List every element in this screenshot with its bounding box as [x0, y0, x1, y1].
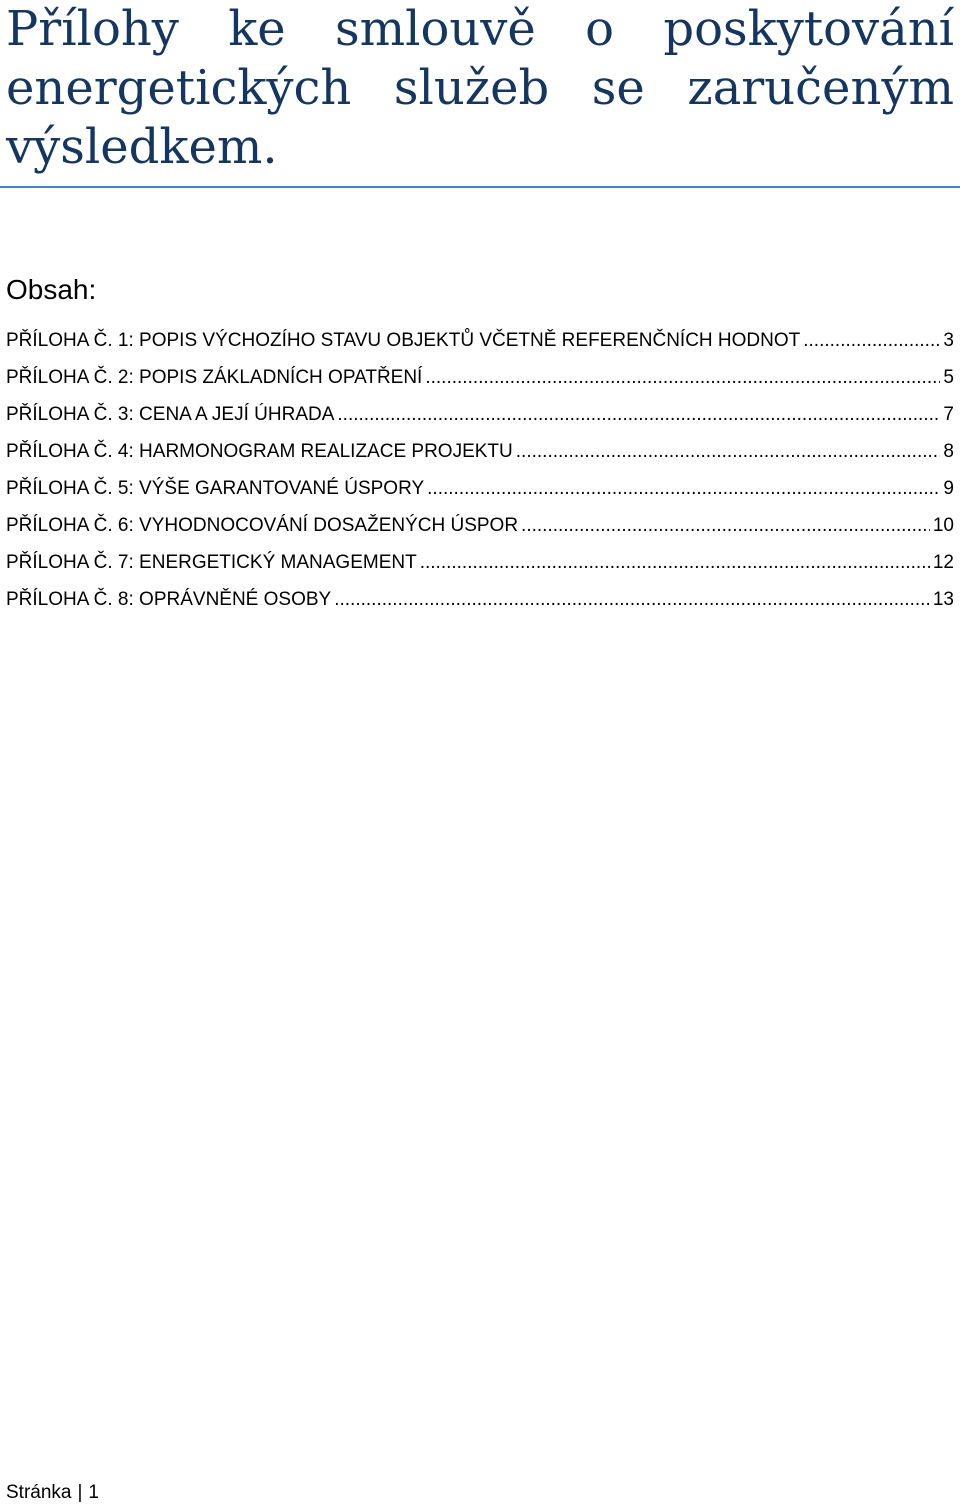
toc-entry-5[interactable] [6, 470, 954, 507]
table-of-contents [6, 322, 954, 618]
toc-dot-leader [427, 470, 940, 507]
toc-heading: Obsah: [6, 274, 97, 305]
footer-label: Stránka [6, 1482, 72, 1503]
toc-entry-label: PŘÍLOHA Č. 2: POPIS ZÁKLADNÍCH OPATŘENÍ [6, 367, 423, 388]
toc-entry-8[interactable] [6, 581, 954, 618]
toc-entry-3[interactable] [6, 396, 954, 433]
toc-entry-label: PŘÍLOHA Č. 1: POPIS VÝCHOZÍHO STAVU OBJEKTŮ VČETNĚ REFERENČNÍCH HODNOT [6, 330, 801, 351]
toc-entry-label: PŘÍLOHA Č. 6: VYHODNOCOVÁNÍ DOSAŽENÝCH ÚSPOR [6, 515, 519, 536]
toc-dot-leader [334, 581, 930, 618]
toc-entry-page: 7 [943, 404, 954, 425]
toc-entry-page: 8 [943, 441, 954, 462]
toc-entry-label: PŘÍLOHA Č. 5: VÝŠE GARANTOVANÉ ÚSPORY [6, 478, 425, 499]
toc-dot-leader [337, 396, 940, 433]
toc-entry-page: 13 [932, 589, 954, 610]
toc-dot-leader [425, 359, 940, 396]
toc-entry-label: PŘÍLOHA Č. 7: ENERGETICKÝ MANAGEMENT [6, 552, 417, 573]
toc-entry-page: 3 [943, 330, 954, 351]
toc-dot-leader [516, 433, 941, 470]
toc-dot-leader [803, 322, 940, 359]
title-divider [0, 186, 960, 188]
toc-entry-label: PŘÍLOHA Č. 4: HARMONOGRAM REALIZACE PROJEKTU [6, 441, 513, 462]
toc-entry-4[interactable] [6, 433, 954, 470]
title-line-3: výsledkem. [6, 119, 278, 175]
toc-entry-7[interactable] [6, 544, 954, 581]
toc-entry-page: 5 [943, 367, 954, 388]
title-line-1: Přílohy ke smlouvě o poskytování [6, 1, 954, 57]
toc-entry-page: 12 [932, 552, 954, 573]
toc-entry-1[interactable] [6, 322, 954, 359]
title-line-2: energetických služeb se zaručeným [6, 60, 954, 116]
document-title [6, 0, 954, 177]
toc-entry-page: 9 [943, 478, 954, 499]
toc-entry-label: PŘÍLOHA Č. 8: OPRÁVNĚNÉ OSOBY [6, 589, 332, 610]
toc-dot-leader [420, 544, 930, 581]
footer-separator: | [77, 1482, 83, 1503]
toc-dot-leader [521, 507, 930, 544]
toc-entry-label: PŘÍLOHA Č. 3: CENA A JEJÍ ÚHRADA [6, 404, 335, 425]
toc-entry-6[interactable] [6, 507, 954, 544]
page-footer [6, 1480, 99, 1506]
footer-page-number: 1 [88, 1482, 99, 1503]
toc-entry-page: 10 [932, 515, 954, 536]
toc-entry-2[interactable] [6, 359, 954, 396]
